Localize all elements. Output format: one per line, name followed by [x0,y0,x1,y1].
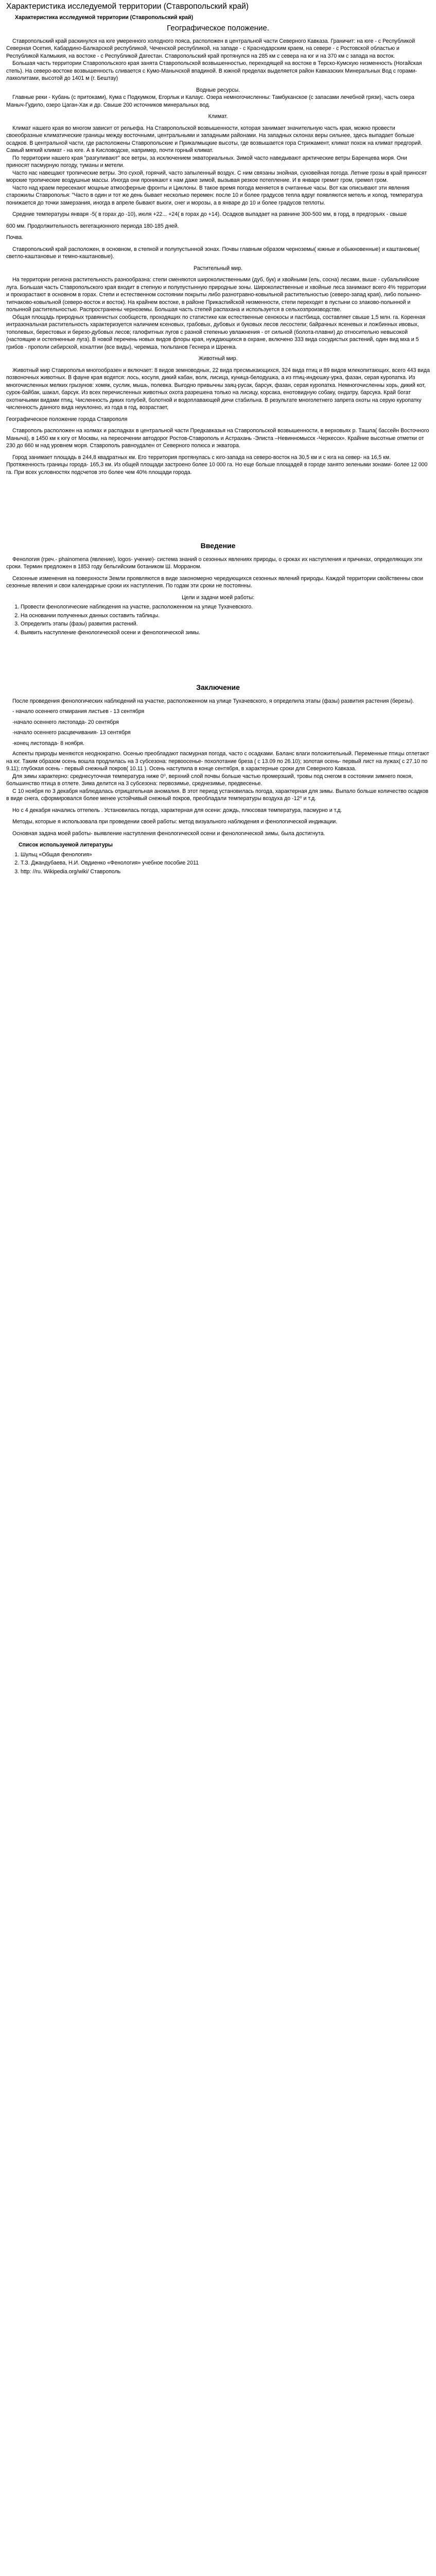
document-subtitle: Характеристика исследуемой территории (Ставропольский край) [15,14,194,21]
list-item: -начало осеннего листопада- 20 сентября [12,719,119,725]
list-item: 3. Определить этапы (фазы) развития растений. [21,620,430,628]
paragraph: Животный мир Ставрополья многообразен и включает: 8 видов земноводных, 22 вида пресмыкающихся, 324 вида птиц и 89 видов млекопитающих, всего 443 вида позвоночных животных. В фауне края водятся: лось, косуля, дикий кабан, волк, лисица, куница-белодушка, а из птиц-индюшку-урка, фазан, серая куропатка. Из многочисленных мелких грызунов: хомяк, суслик, мышь, полевка. Выгодно привычны заяц-русак, барсук, фазан, серая куропатка. Немногочисленны хорь, дикий кот, сурок-байбак, шакал, барсук. Из всех перечисленных животных охота разрешена только на лисицу, корсака, енотовидную собаку, ондатру, барсука. Край богат охотничьими видами птиц. Численность диких голубей, болотной и водоплавающей дичи стабильна. В результате многолетнего запрета охоты на серую куропатку численность данного вида неуклонно, из года в год, возрастает, [6,367,430,411]
paragraph: Средние температуры января -5( в горах до -10), июля +22... +24( в горах до +14). Осадков выпадает на равнине 300-500 мм, в горд, в предгорьях - свыше [12,211,407,217]
paragraph: Ставрополь расположен на холмах и распадках в центральной части Предкавказья на Ставропольской возвышенности, в верховьях р. Ташла( бассейн Восточного Маныча), в 1450 км к югу от Москвы, на пересечении автодорог Ростов-Ставрополь и Астрахань -Элиста –Невинномысск -Черкесск». Крайние высотные отметки от 230 до 660 м над уровнем моря. Ставрополь равноудален от Северного полюса и экватора. [6,428,429,449]
list-item: - начало осеннего отмирания листьев - 13 сентября [12,708,145,715]
paragraph: С 10 ноября по 3 декабря наблюдалась отрицательная аномалия. В этот период установилась погода, характерная для зимы. Выпало больше количество осадков в виде снега, сформировался более менее устойчивый снежный покров, преобладали температуры воздуха до -12⁰ и т.д. [6,788,429,802]
section-heading-city: Географическое положение города Ставрополя [6,416,128,422]
paragraph: Сезонные изменения на поверхности Земли проявляются в виде закономерно чередующихся сезонных явлений природы. Каждой территории свойственны свои сезонные явления и свои календарные сроки их наступления. По годам эти сроки не постоянны. [6,575,424,589]
list-item: 2. На основании полученных данных составить таблицы. [21,612,430,620]
tasks-heading: Цели и задачи моей работы: [181,594,255,601]
paragraph: Ставропольский край расположен, в основном, в степной и полупустынной зонах. Почвы главным образом черноземы( южные и обыкновенные) и каштановые( светло-каштановые и темно-каштановые). [6,246,420,260]
list-item: 4. Выявить наступление фенологической осени и фенологической зимы. [21,629,430,637]
section-heading-geography: Географическое положение. [167,23,269,32]
list-item: -начало осеннего расцвечивания- 13 сентября [12,730,131,736]
paragraph: Ставропольский край раскинулся на юге умеренного холодного пояса, расположен в центральной части Северного Кавказа. Граничит: на юге - с Республикой Северная Осетия, Кабардино-Балкарской республикой, Чеченской республикой, на западе - с Краснодарским краем, на севере - с Ростовской областью и Республикой Калмыкия, на востоке - с Республикой Дагестан. Ставропольский край протянулся на 285 км с севера на юг и на 370 км с запада на восток. [6,38,415,59]
reference-link[interactable]: 3. http: //ru. Wikipedia.org/wiki/ Ставрополь [21,868,430,876]
section-heading-conclusion: Заключение [196,683,240,691]
paragraph: Климат нашего края во многом зависит от рельефа. На Ставропольской возвышенности, которая занимает значительную часть края, можно провести своеобразные климатические границы между восточными, центральными и западными районами. На западных склонах веры сильнее, здесь выпадает больше осадков. В центральной части, где расположены Ставропольские и Прикалмыцкие высоты, где возвышается гора Стрижамент, климат похож на климат предгорий. Самый мягкий климат - на юге. А в Кисловодске, например, почти горный климат. [6,125,423,154]
paragraph: На территории региона растительность разнообразна: степи сменяются широколиственными (дуб, бук) и хвойными (ель, сосна) лесами, выше - субальпийские луга. Большая часть Ставропольского края входит в степную и полупустынную природные зоны. Широколиственные и хвойные леса занимают всего 4% территории и произрастают в основном в горах. Степи и естественном состоянии покрыты либо разнотравно-ковыльной растительностью (северо-запад края), либо полынно-типчаково-ковыльной (северо-восток и восток). На крайнем востоке, в районе Прикаспийской низменности, степи переходят в пустыни со злаково-полынной и полынной растительностью. Распространены черноземы. Большая часть степей распахана и используется в сельхозпроизводстве. [6,277,426,313]
paragraph: Город занимает площадь в 244,8 квадратных км. Его территория протянулась с юго-запада на северо-восток на 30,5 км и с юга на север- на 16,5 км. Протяженность границы города- 165,3 км. Из общей площади застроено более 10 000 га. Но еще больше площадей в городе занято зелеными зонами- более 12 000 га. При всех условностях подсчетов это более чем 40% площади города. [6,454,428,476]
section-heading-water: Водные ресурсы. [196,87,240,93]
section-heading-soil: Почва. [6,234,24,241]
references-list [6,851,430,876]
list-item: 1. Провести фенологические наблюдения на участке, расположенном на улице Тухачевского. [21,603,430,611]
paragraph: Главные реки - Кубань (с притоками), Кума с Подкумком, Егорлык и Калаус. Озера немногочисленны: Тамбуканское (с запасами лечебной грязи), часть озера Маныч-Гудило, озеро Цаган-Хак и др. Свыше 200 источников минеральных вод. [6,94,414,108]
paragraph: По территории нашего края "разгуливают" все ветры, за исключением экваториальных. Зимой часто наведывают арктические ветры Баренцева моря. Они приносят пасмурную погоду, туманы и метели. [6,155,407,168]
paragraph: Основная задача моей работы- выявление наступления фенологической осени и фенологической зимы, была достигнута. [12,830,325,837]
paragraph: Большая часть территории Ставропольского края занята Ставропольской возвышенностью, переходящей на востоке в Терско-Кумскую низменность (Ногайская степь). На северо-востоке возвышенность сливается с Кумо-Манычской впадиной. В южной пределах выделяется район Кавказских Минеральных Вод с горами-лакколитами, высотой до 1401 м (г. Бештау) [6,60,422,81]
section-heading-fauna: Животный мир. [198,355,238,362]
section-heading-introduction: Введение [200,541,236,550]
references-heading: Список используемой литературы [19,842,113,848]
paragraph: Но с 4 декабря начались оттепель . Установилась погода, характерная для осени: дождь, плюсовая температура, пасмурно и т.д. [12,807,342,814]
dates-list [6,708,430,747]
tasks-list [6,603,430,636]
paragraph: Методы, которые я использовала при проведении своей работы: метод визуального наблюдения и фенологической индикации. [12,819,338,825]
list-item: -конец листопада- 8 ноября. [12,740,84,747]
document-title: Характеристика исследуемой территории (Ставропольский край) [6,2,249,11]
paragraph: Фенология (греч.- phainomena (явление), logos- учение)- система знаний о сезонных явлениях природы, о сроках их наступления и причинах, определяющих эти сроки. Термин предложен в 1853 году бельгийским ботаником Ш. Морраном. [6,556,423,570]
paragraph: Аспекты природы меняются неоднократно. Осенью преобладают пасмурная погода, часто с осадками. Баланс влаги положительный. Переменные птицы отлетают на юг. Таким образом осень вошла продлилась на 3 субсезона: первоосенье- похолотание бреза ( с 13.09 по 26.10); золотая осень- первый лист на лужах( с 27.10 по 9.11); глубокая осень - первый снежный покров( 10.11 ). Осень наступила в конце сентября, в характерные сроки для Северного Кавказа. [6,751,429,772]
document-page [0,0,436,888]
paragraph: Часто нас навещают тропические ветры. Это сухой, горячий, часто запыленный воздух. С ним связаны знойная, суховейная погода. Летние грозы в край приносят морские тропические воздушные массы. Иногда они проникают к нам даже зимой, вызывая резкое потепление. И в январе гремит гром, гремел гром. [6,170,427,183]
paragraph: Для зимы характерно: среднесуточная температура ниже 0⁰, верхний слой почвы больше частью промерзший, тровы под снегом в состоянии зимнего покоя, большинство птица в отлете. Зима делится на 3 субсезона: первозимье, среднезимье, предвесенье. [6,773,413,787]
paragraph: Часто над краем пересекают мощные атмосферные фронты и Циклоны. В такое время погода меняется в считанные часы. Вот как описывают эти явления старожилы Ставрополья: "Часто в один и тот же день бывает несколько перемен: после 10 и более градусов тепла вдруг появляются метель и холод, температура понижается до точки замерзания, иногда в апреле бывают вьюги, снег и морозы, а в январе до 10 и более градусов теплоты. [6,184,423,206]
section-heading-climate: Климат. [208,113,228,120]
paragraph: Общая площадь природных травянистых сообществ, проходящих по статистике как естественные сенокосы и пастбища, составляет свыше 1,5 млн. га. Коренная интразональная растительность характеризуется наличием ксеновых, грабовых, дубовых и буковых лесов лесостепи; байрачных ясеневых и ложбинных ивовых, тополевых, берестовых и березо-дубовых лесов; галофитных лугов с разной степенью увлажнения - от сильной (болота-плавни) до относительно невысокой (настоящие и остепненные луга). В новой перечень новых видов флоры края, нуждающихся в охране, включено 333 вида сосудистых растений, один вид мха и 5 грибов - прополи сибирской, кохалтии (все виды), черемша, тюльпанов Геснера и Шренка. [6,314,426,350]
paragraph: После проведения фенологических наблюдений на участке, расположенном на улице Тухачевского, я определила этапы (фазы) развития растения (березы). [12,698,414,704]
list-item: 2. Т.З. Джандубаева, Н.И. Овдиенко «Фенология» учебное пособие 2011 [21,859,430,867]
paragraph: 600 мм. Продолжительность вегетационного периода 180-185 дней. [6,223,179,229]
list-item: 1. Шульц «Общая фенология» [21,851,430,859]
section-heading-flora: Растительный мир. [193,265,242,272]
